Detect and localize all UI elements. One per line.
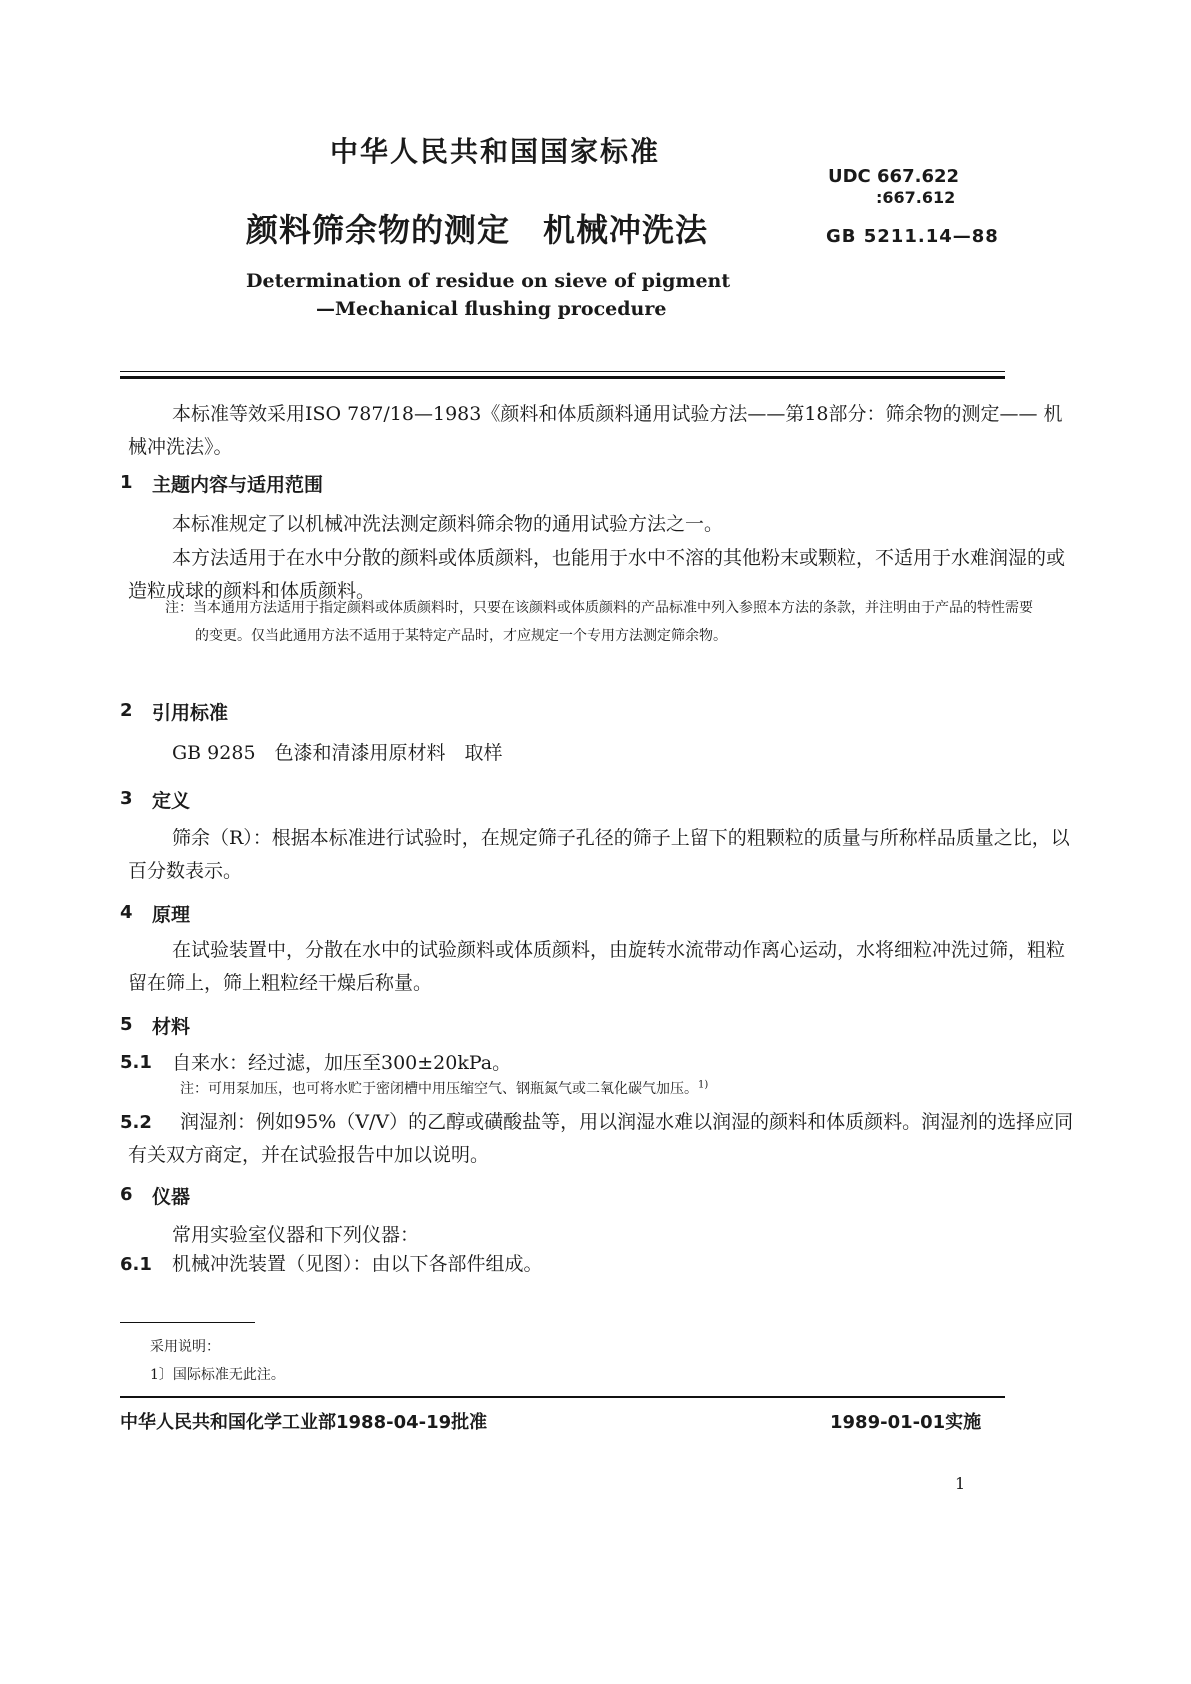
page-number: 1 [955, 1474, 966, 1493]
section-4-title: 原理 [152, 904, 191, 926]
section-5-number: 5 [120, 1014, 133, 1035]
document-title-en-line2: —Mechanical flushing procedure [316, 298, 667, 320]
subsection-5-1-text: 自来水：经过滤，加压至300±20kPa。 [172, 1052, 512, 1074]
section-2-title: 引用标准 [152, 702, 229, 724]
section-1-title: 主题内容与适用范围 [152, 474, 324, 496]
subsection-5-1-note-text: 注：可用泵加压，也可将水贮于密闭槽中用压缩空气、钢瓶氮气或二氧化碳气加压。 [180, 1081, 698, 1097]
national-standard-heading: 中华人民共和国国家标准 [330, 135, 661, 168]
section-4-paragraph: 在试验装置中，分散在水中的试验颜料或体质颜料，由旋转水流带动作离心运动，水将细粒冲洗过筛，粗粒留在筛上，筛上粗粒经干燥后称量。 [128, 939, 1066, 994]
footnote-separator [120, 1322, 255, 1323]
udc-code-secondary: :667.612 [876, 188, 956, 207]
subsection-5-1-number: 5.1 [120, 1052, 152, 1073]
reference-standard: GB 9285 色漆和清漆用原材料 取样 [172, 742, 503, 764]
gb-number: GB 5211.14—88 [826, 226, 999, 247]
section-6-number: 6 [120, 1184, 133, 1205]
subsection-6-1-text: 机械冲洗装置（见图）：由以下各部件组成。 [172, 1253, 543, 1275]
subsection-5-2-text: 润湿剂：例如95%（V/V）的乙醇或磺酸盐等，用以润湿水难以润湿的颜料和体质颜料。润湿剂的选择应同有关双方商定，并在试验报告中加以说明。 [128, 1111, 1074, 1166]
footnote-item: 1〕国际标准无此注。 [150, 1367, 285, 1383]
section-6-title: 仪器 [152, 1186, 191, 1208]
footnote-marker: 1) [698, 1079, 709, 1091]
section-3-title: 定义 [152, 790, 191, 812]
section-3-number: 3 [120, 788, 133, 809]
approval-line: 中华人民共和国化学工业部1988-04-19批准 [120, 1412, 488, 1433]
subsection-6-1-number: 6.1 [120, 1254, 152, 1275]
effective-date: 1989-01-01实施 [830, 1412, 982, 1433]
section-3-paragraph: 筛余（R）：根据本标准进行试验时，在规定筛子孔径的筛子上留下的粗颗粒的质量与所称样品质量之比，以百分数表示。 [128, 827, 1070, 882]
header-rule-thin [120, 371, 1005, 372]
header-rule-thick [120, 376, 1005, 379]
subsection-5-1-note [180, 1078, 708, 1098]
section-6-paragraph: 常用实验室仪器和下列仪器： [172, 1224, 420, 1246]
footnote-label: 采用说明： [150, 1339, 220, 1355]
udc-code: UDC 667.622 [828, 166, 960, 187]
section-2-number: 2 [120, 700, 133, 721]
section-1-paragraph-1: 本标准规定了以机械冲洗法测定颜料筛余物的通用试验方法之一。 [172, 513, 724, 535]
intro-paragraph: 本标准等效采用ISO 787/18—1983《颜料和体质颜料通用试验方法——第18部分：筛余物的测定—— 机械冲洗法》。 [128, 403, 1063, 458]
footer-rule [120, 1396, 1005, 1398]
section-1-note: 注：当本通用方法适用于指定颜料或体质颜料时，只要在该颜料或体质颜料的产品标准中列入参照本方法的条款，并注明由于产品的特性需要的变更。仅当此通用方法不适用于某特定产品时，才应规定一个专用方法测定筛余物。 [165, 600, 1033, 644]
section-5-title: 材料 [152, 1016, 191, 1038]
section-4-number: 4 [120, 902, 133, 923]
document-title-cn: 颜料筛余物的测定 机械冲洗法 [246, 211, 709, 249]
document-title-en-line1: Determination of residue on sieve of pigment [246, 270, 731, 292]
subsection-5-2-number: 5.2 [120, 1112, 152, 1133]
section-1-paragraph-2: 本方法适用于在水中分散的颜料或体质颜料，也能用于水中不溶的其他粉末或颗粒，不适用于水难润湿的或造粒成球的颜料和体质颜料。 [128, 547, 1066, 602]
section-1-number: 1 [120, 472, 133, 493]
